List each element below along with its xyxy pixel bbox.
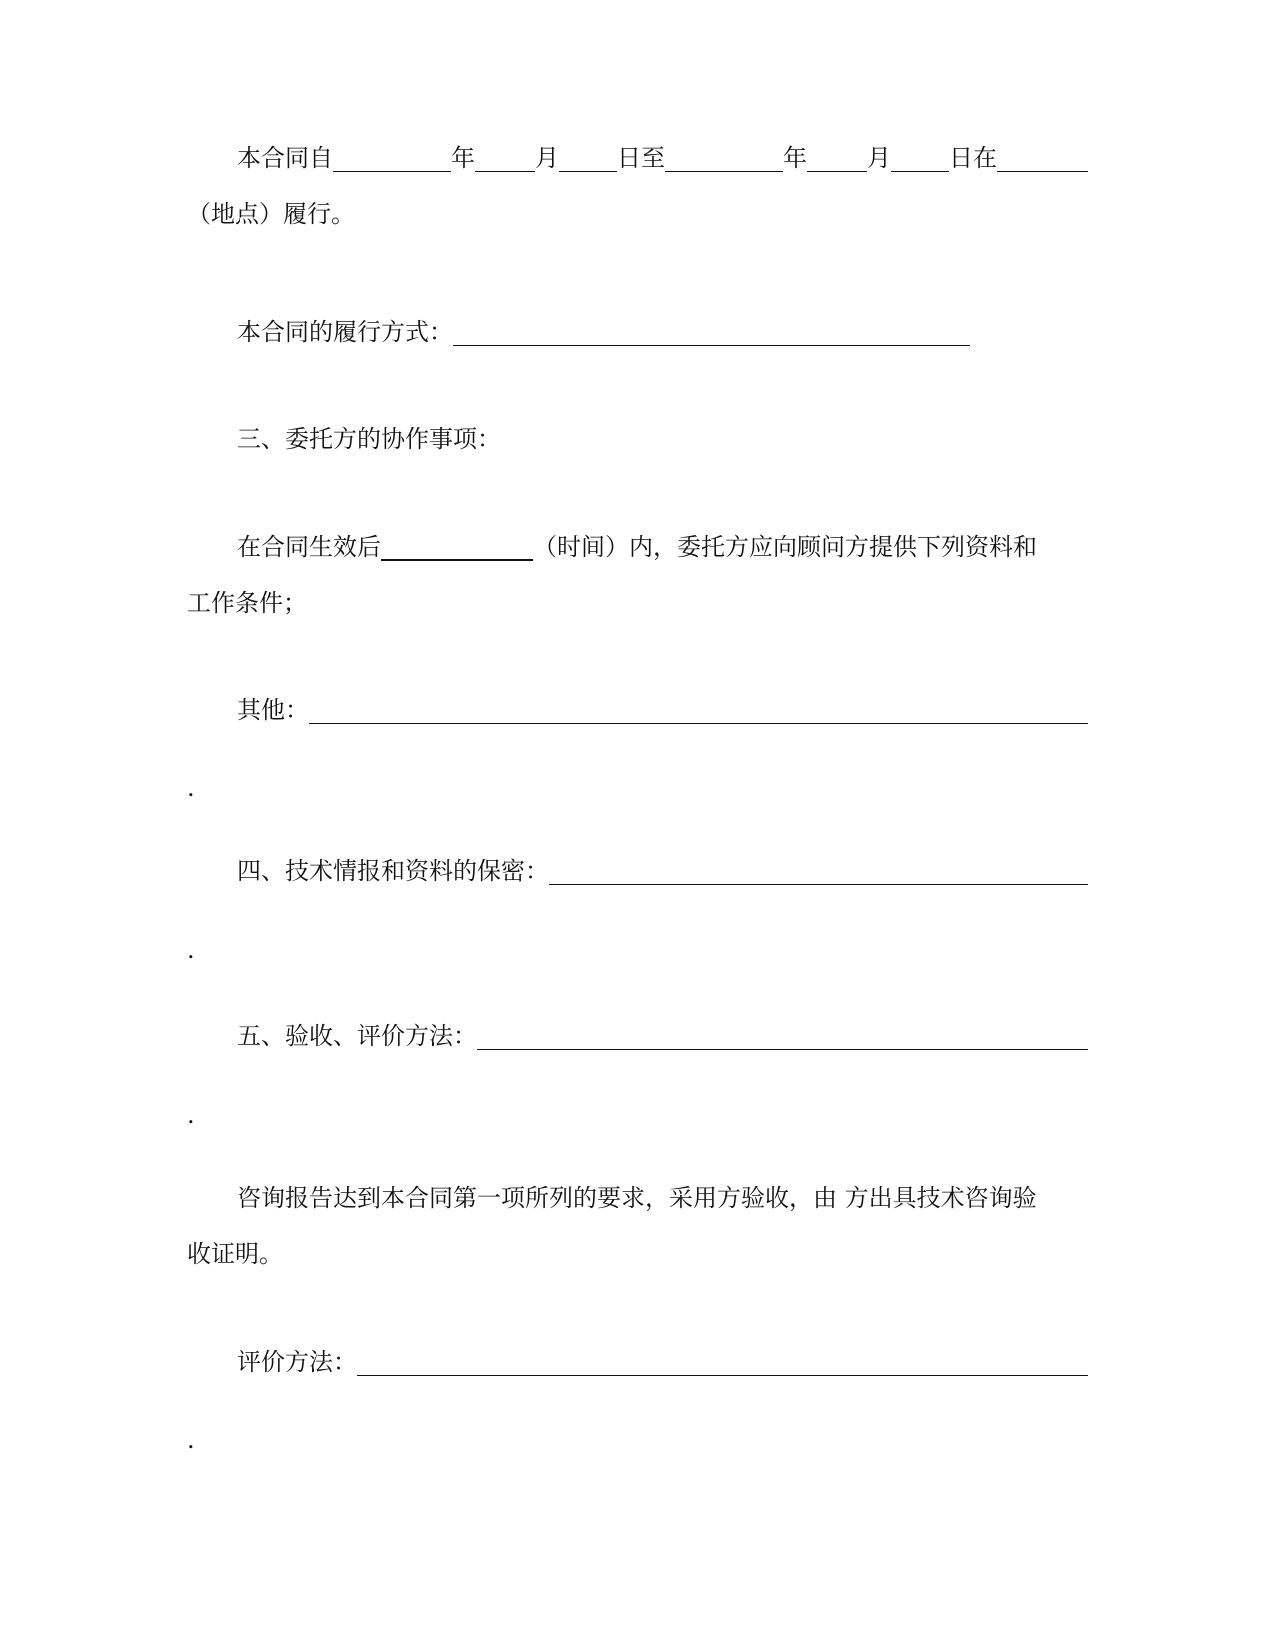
evaluation-blank[interactable] bbox=[357, 1345, 1088, 1376]
acceptance-line bbox=[187, 1176, 1088, 1220]
performance-method-label: 本合同的履行方式： bbox=[237, 318, 453, 346]
cooperation-suffix: （时间）内，委托方应向顾问方提供下列资料和 bbox=[533, 533, 1037, 561]
section-4-label: 四、技术情报和资料的保密： bbox=[237, 857, 549, 885]
section-5-line bbox=[187, 1014, 1088, 1058]
cooperation-line-2 bbox=[187, 581, 1088, 625]
other-blank[interactable] bbox=[309, 693, 1088, 724]
evaluation-dot: . bbox=[187, 1426, 195, 1454]
cooperation-line bbox=[187, 525, 1088, 569]
location-blank[interactable] bbox=[997, 141, 1088, 172]
location-text: （地点）履行。 bbox=[187, 200, 355, 228]
evaluation-label: 评价方法： bbox=[237, 1348, 357, 1376]
section-5-dot: . bbox=[187, 1101, 195, 1129]
acceptance-line-1-text: 咨询报告达到本合同第一项所列的要求，采用方验收，由 方出具技术咨询验 bbox=[237, 1184, 1037, 1212]
other-label: 其他： bbox=[237, 696, 309, 724]
start-year-blank[interactable] bbox=[333, 141, 451, 172]
acceptance-line-2-text: 收证明。 bbox=[187, 1240, 283, 1268]
term-year1: 年 bbox=[451, 144, 475, 172]
section-5-blank[interactable] bbox=[477, 1019, 1088, 1050]
section-3-heading bbox=[187, 417, 1088, 461]
end-month-blank[interactable] bbox=[807, 141, 867, 172]
term-day-at: 日在 bbox=[949, 144, 997, 172]
other-dot: . bbox=[187, 774, 195, 802]
start-month-blank[interactable] bbox=[475, 141, 535, 172]
other-line bbox=[187, 688, 1088, 732]
section-4-line bbox=[187, 849, 1088, 893]
contract-term-line-2 bbox=[187, 192, 1088, 236]
contract-term-line bbox=[187, 136, 1088, 180]
evaluation-line bbox=[187, 1340, 1088, 1384]
section-3-heading-text: 三、委托方的协作事项： bbox=[237, 425, 501, 453]
cooperation-line-2-text: 工作条件； bbox=[187, 589, 307, 617]
start-day-blank[interactable] bbox=[559, 141, 617, 172]
performance-method-blank[interactable] bbox=[453, 315, 970, 346]
end-day-blank[interactable] bbox=[891, 141, 949, 172]
term-day-to: 日至 bbox=[617, 144, 665, 172]
term-year2: 年 bbox=[783, 144, 807, 172]
term-prefix: 本合同自 bbox=[237, 144, 333, 172]
cooperation-time-blank[interactable] bbox=[381, 529, 533, 561]
acceptance-line-2 bbox=[187, 1232, 1088, 1276]
section-4-dot: . bbox=[187, 936, 195, 964]
term-month2: 月 bbox=[867, 144, 891, 172]
performance-method-line bbox=[187, 310, 970, 354]
end-year-blank[interactable] bbox=[665, 141, 783, 172]
term-month1: 月 bbox=[535, 144, 559, 172]
section-5-label: 五、验收、评价方法： bbox=[237, 1022, 477, 1050]
section-4-blank[interactable] bbox=[549, 854, 1088, 885]
cooperation-prefix: 在合同生效后 bbox=[237, 533, 381, 561]
